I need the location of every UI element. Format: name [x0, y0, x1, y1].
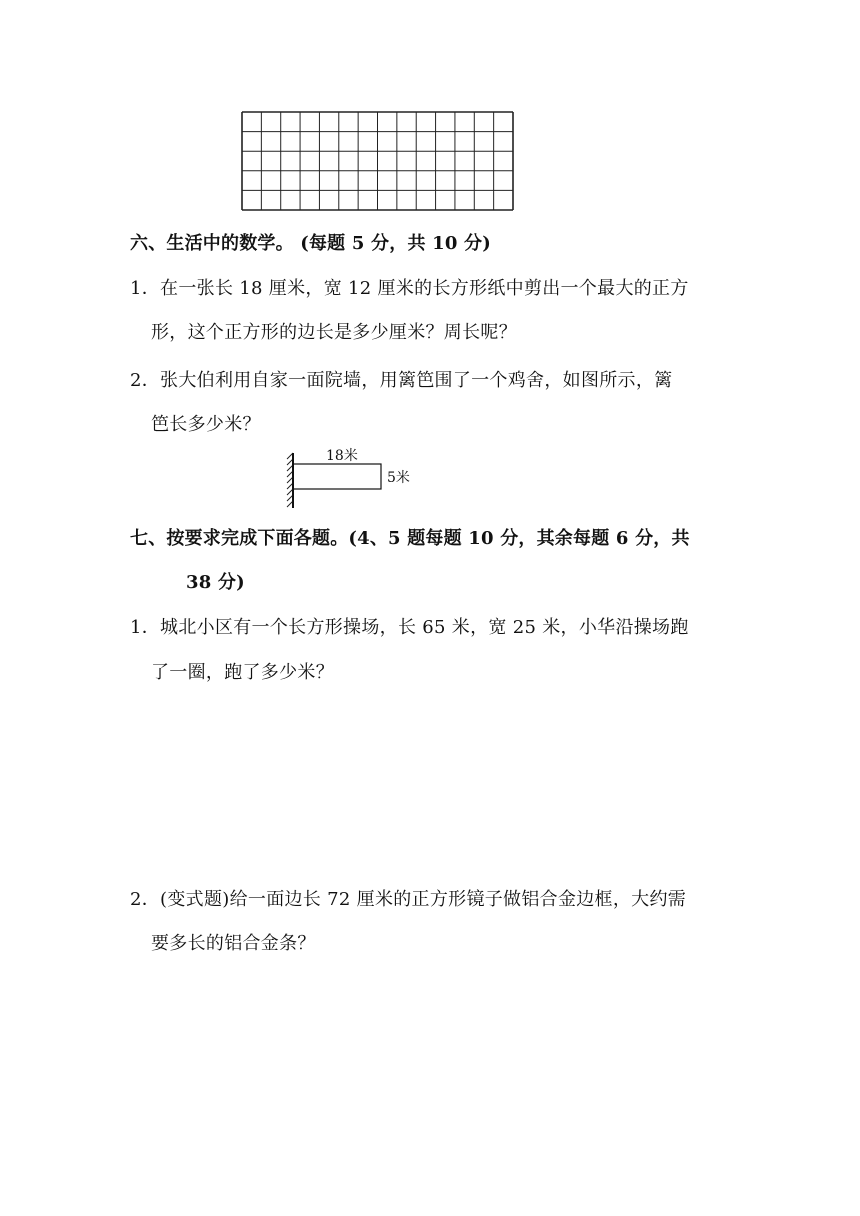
question-6-1-line-1: 1．在一张长 18 厘米，宽 12 厘米的长方形纸中剪出一个最大的正方 — [130, 278, 689, 299]
square-grid — [241, 111, 514, 211]
coop-fence-rectangle — [293, 464, 381, 489]
section-6-heading: 六、生活中的数学。 (每题 5 分，共 10 分) — [130, 233, 491, 254]
question-7-1-line-2: 了一圈，跑了多少米？ — [151, 662, 334, 683]
fence-width-label: 5米 — [387, 470, 410, 486]
question-6-1-line-2: 形，这个正方形的边长是多少厘米？周长呢？ — [151, 322, 517, 343]
question-7-1-line-1: 1．城北小区有一个长方形操场，长 65 米，宽 25 米，小华沿操场跑 — [130, 617, 689, 638]
section-7-heading-line-2: 38 分) — [186, 572, 245, 593]
question-7-2-line-2: 要多长的铝合金条？ — [151, 933, 316, 954]
section-7-heading-line-1: 七、按要求完成下面各题。(4、5 题每题 10 分，其余每题 6 分，共 — [130, 528, 690, 549]
question-6-2-line-2: 笆长多少米？ — [151, 414, 261, 435]
fence-length-label: 18米 — [326, 448, 358, 464]
question-7-2-line-1: 2．(变式题)给一面边长 72 厘米的正方形镜子做铝合金边框，大约需 — [130, 889, 687, 910]
question-6-2-line-1: 2．张大伯利用自家一面院墙，用篱笆围了一个鸡舍，如图所示，篱 — [130, 370, 673, 391]
